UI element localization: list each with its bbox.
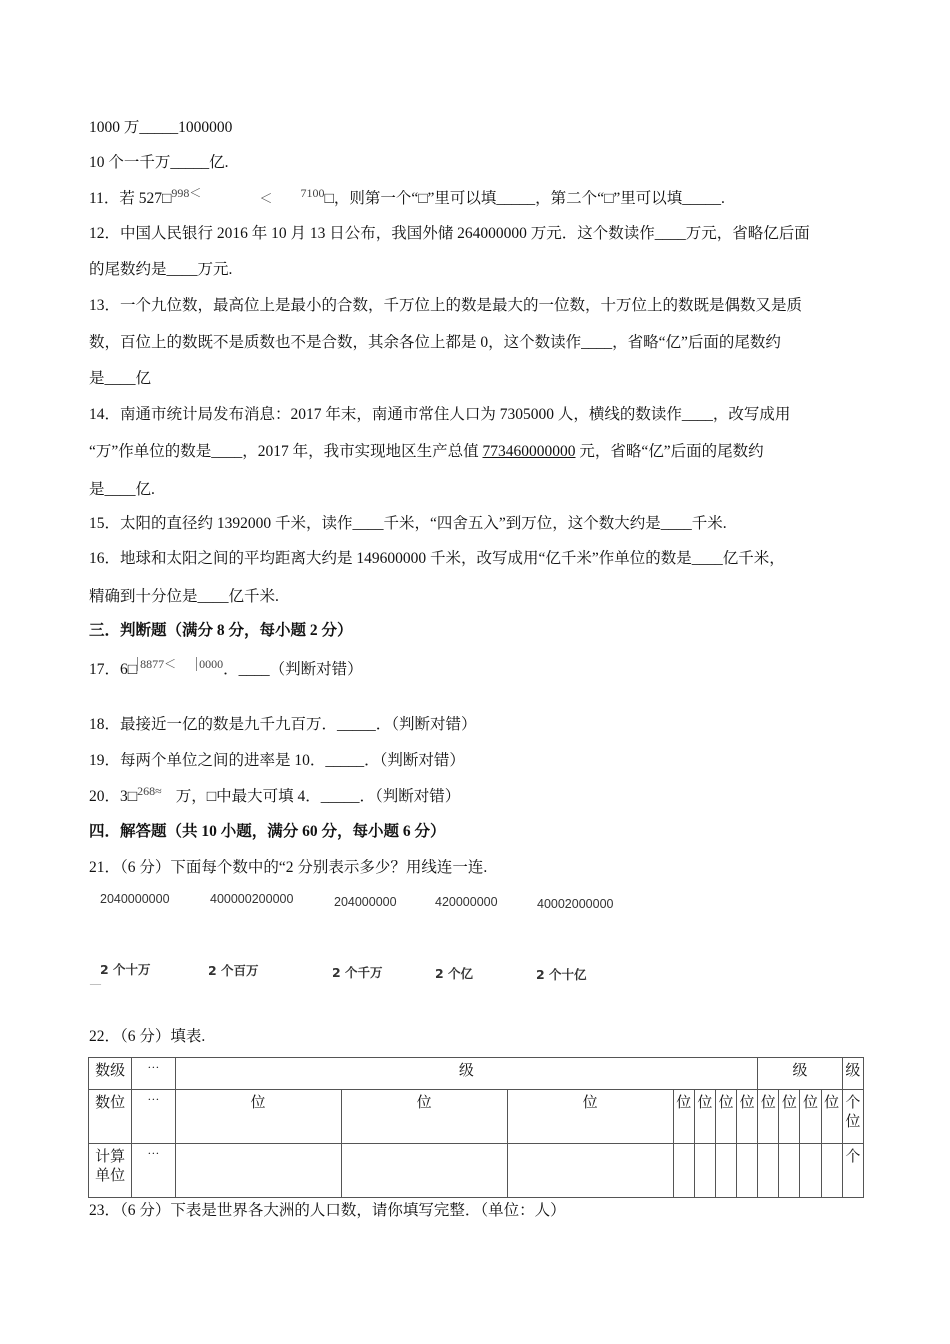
question-23: 23．（6 分）下表是世界各大洲的人口数，请你填写完整．（单位：人） — [89, 1202, 566, 1219]
cell-wei: 位 — [779, 1090, 800, 1144]
q14-text-b2: 元，省略“亿”后面的尾数约 — [575, 443, 764, 460]
q17-sup-2: 0000 — [196, 657, 223, 671]
cell-shuwei-label: 数位 — [89, 1090, 132, 1144]
cell-ji-mid: 级 — [758, 1058, 843, 1090]
cell-ji-small: 级 — [842, 1058, 863, 1090]
q11-text-b: □，则第一个“□”里可以填_____，第二个“□”里可以填_____. — [324, 190, 725, 207]
table-row-shuwei — [89, 1090, 864, 1144]
cell-wei: 位 — [694, 1090, 715, 1144]
cell-empty — [715, 1144, 736, 1198]
cell-dots: … — [132, 1058, 175, 1090]
q21-unit: 2 个千万 — [332, 965, 383, 980]
question-18: 18．最接近一亿的数是九千九百万．_____．（判断对错） — [89, 716, 477, 733]
cell-wei: 位 — [800, 1090, 821, 1144]
table-row-shuji — [89, 1058, 864, 1090]
cell-empty — [694, 1144, 715, 1198]
cell-wei: 位 — [758, 1090, 779, 1144]
q11-sup-2: 7100 — [300, 186, 325, 200]
q21-number: 204000000 — [334, 895, 397, 909]
q21-unit: 2 个亿 — [435, 966, 474, 981]
cell-empty — [507, 1144, 673, 1198]
question-11 — [89, 186, 725, 209]
q14-text-b1: “万”作单位的数是____，2017 年，我市实现地区生产总值 — [89, 443, 483, 460]
line-1000wan: 1000 万_____1000000 — [89, 119, 233, 136]
cell-wei: 位 — [673, 1090, 694, 1144]
q21-margin-mark: — — [90, 978, 101, 990]
q20-text-a: 20．3□ — [89, 788, 138, 805]
q11-lt: ＜ — [259, 191, 273, 206]
cell-empty — [341, 1144, 507, 1198]
q20-sup: 268≈ — [137, 784, 162, 798]
question-13-line-b: 数，百位上的数既不是质数也不是合数，其余各位上都是 0，这个数读作____，省略“亿”后面的尾数约 — [89, 334, 781, 351]
table-row-jisuan-danwei — [89, 1144, 864, 1198]
cell-empty — [673, 1144, 694, 1198]
question-14-line-b — [89, 442, 764, 462]
question-14-line-a: 14．南通市统计局发布消息：2017 年末，南通市常住人口为 7305000 人，横线的数读作____，改写成用 — [89, 406, 791, 423]
question-14-line-c: 是____亿. — [89, 481, 155, 498]
question-20 — [89, 784, 461, 807]
q17-sup-1: 8877＜ — [137, 657, 176, 671]
q21-number: 400000200000 — [210, 892, 294, 906]
q17-text-b: ．____（判断对错） — [223, 661, 363, 678]
section-3-heading: 三．判断题（满分 8 分，每小题 2 分） — [89, 622, 353, 639]
question-13-line-c: 是____亿 — [89, 370, 152, 387]
cell-empty — [758, 1144, 779, 1198]
cell-wei: 位 — [175, 1090, 341, 1144]
q17-text-a: 17．6□ — [89, 661, 138, 678]
cell-ji-large: 级 — [175, 1058, 758, 1090]
question-16-line-a: 16．地球和太阳之间的平均距离大约是 149600000 千米，改写成用“亿千米”作单位的数是____亿千米， — [89, 550, 785, 567]
q21-number: 40002000000 — [537, 897, 614, 911]
question-12-line-a: 12．中国人民银行 2016 年 10 月 13 日公布，我国外储 264000000 万元．这个数读作____万元，省略亿后面 — [89, 225, 810, 242]
cell-wei: 位 — [507, 1090, 673, 1144]
q14-underlined-number: 773460000000 — [482, 443, 576, 460]
question-19: 19．每两个单位之间的进率是 10．_____．（判断对错） — [89, 752, 465, 769]
q21-unit: 2 个百万 — [208, 963, 259, 978]
cell-empty — [800, 1144, 821, 1198]
q21-number: 2040000000 — [100, 892, 170, 906]
cell-empty — [821, 1144, 842, 1198]
cell-wei: 位 — [341, 1090, 507, 1144]
cell-shuji-label: 数级 — [89, 1058, 132, 1090]
section-4-heading: 四．解答题（共 10 小题，满分 60 分，每小题 6 分） — [89, 823, 446, 840]
cell-wei: 位 — [821, 1090, 842, 1144]
question-21: 21．（6 分）下面每个数中的“2 分别表示多少？用线连一连. — [89, 859, 488, 876]
place-value-table — [88, 1057, 864, 1198]
cell-empty — [175, 1144, 341, 1198]
cell-gewei: 个位 — [842, 1090, 863, 1144]
question-16-line-b: 精确到十分位是____亿千米. — [89, 588, 279, 605]
q21-unit: 2 个十亿 — [536, 967, 587, 982]
question-22: 22．（6 分）填表. — [89, 1028, 206, 1045]
question-15: 15．太阳的直径约 1392000 千米，读作____千米，“四舍五入”到万位，这个数大约是____千米. — [89, 515, 727, 532]
cell-ge: 个 — [842, 1144, 863, 1198]
q11-sup-1: 998＜ — [171, 186, 202, 200]
q21-number: 420000000 — [435, 895, 498, 909]
cell-wei: 位 — [715, 1090, 736, 1144]
cell-jisuan-danwei-label: 计算单位 — [89, 1144, 132, 1198]
question-17 — [89, 657, 363, 680]
cell-dots: … — [132, 1144, 175, 1198]
q20-text-b: 万，□中最大可填 4．_____．（判断对错） — [175, 788, 461, 805]
cell-wei: 位 — [737, 1090, 758, 1144]
question-13-line-a: 13．一个九位数，最高位上是最小的合数，千万位上的数是最大的一位数，十万位上的数既是偶数又是质 — [89, 297, 803, 314]
q21-unit: 2 个十万 — [100, 962, 151, 977]
q11-text-a: 11．若 527□ — [89, 190, 172, 207]
question-12-line-b: 的尾数约是____万元. — [89, 261, 233, 278]
line-10-qianwan: 10 个一千万_____亿. — [89, 154, 229, 171]
cell-empty — [737, 1144, 758, 1198]
cell-dots: … — [132, 1090, 175, 1144]
cell-empty — [779, 1144, 800, 1198]
